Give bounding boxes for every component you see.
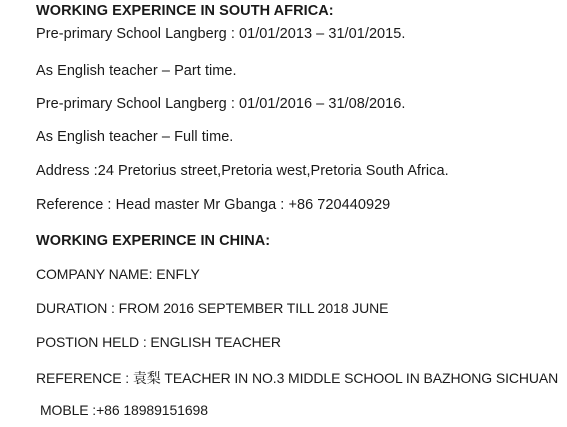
china-position: POSTION HELD : ENGLISH TEACHER xyxy=(36,334,281,350)
sa-entry1-school: Pre-primary School Langberg : 01/01/2013 – 31/01/2015. xyxy=(36,26,406,42)
sa-entry1-role: As English teacher – Part time. xyxy=(36,63,237,79)
china-duration: DURATION : FROM 2016 SEPTEMBER TILL 2018 JUNE xyxy=(36,300,389,316)
china-heading: WORKING EXPERINCE IN CHINA: xyxy=(36,233,271,249)
sa-entry2-role: As English teacher – Full time. xyxy=(36,129,234,145)
china-reference: REFERENCE : 袁梨 TEACHER IN NO.3 MIDDLE SCHOOL IN BAZHONG SICHUAN xyxy=(36,370,559,386)
sa-address: Address :24 Pretorius street,Pretoria west,Pretoria South Africa. xyxy=(36,163,449,179)
china-mobile: MOBLE :+86 18989151698 xyxy=(40,402,208,418)
china-company: COMPANY NAME: ENFLY xyxy=(36,266,200,282)
south-africa-heading: WORKING EXPERINCE IN SOUTH AFRICA: xyxy=(36,3,334,19)
sa-reference: Reference : Head master Mr Gbanga : +86 720440929 xyxy=(36,197,391,213)
sa-entry2-school: Pre-primary School Langberg : 01/01/2016 – 31/08/2016. xyxy=(36,96,406,112)
